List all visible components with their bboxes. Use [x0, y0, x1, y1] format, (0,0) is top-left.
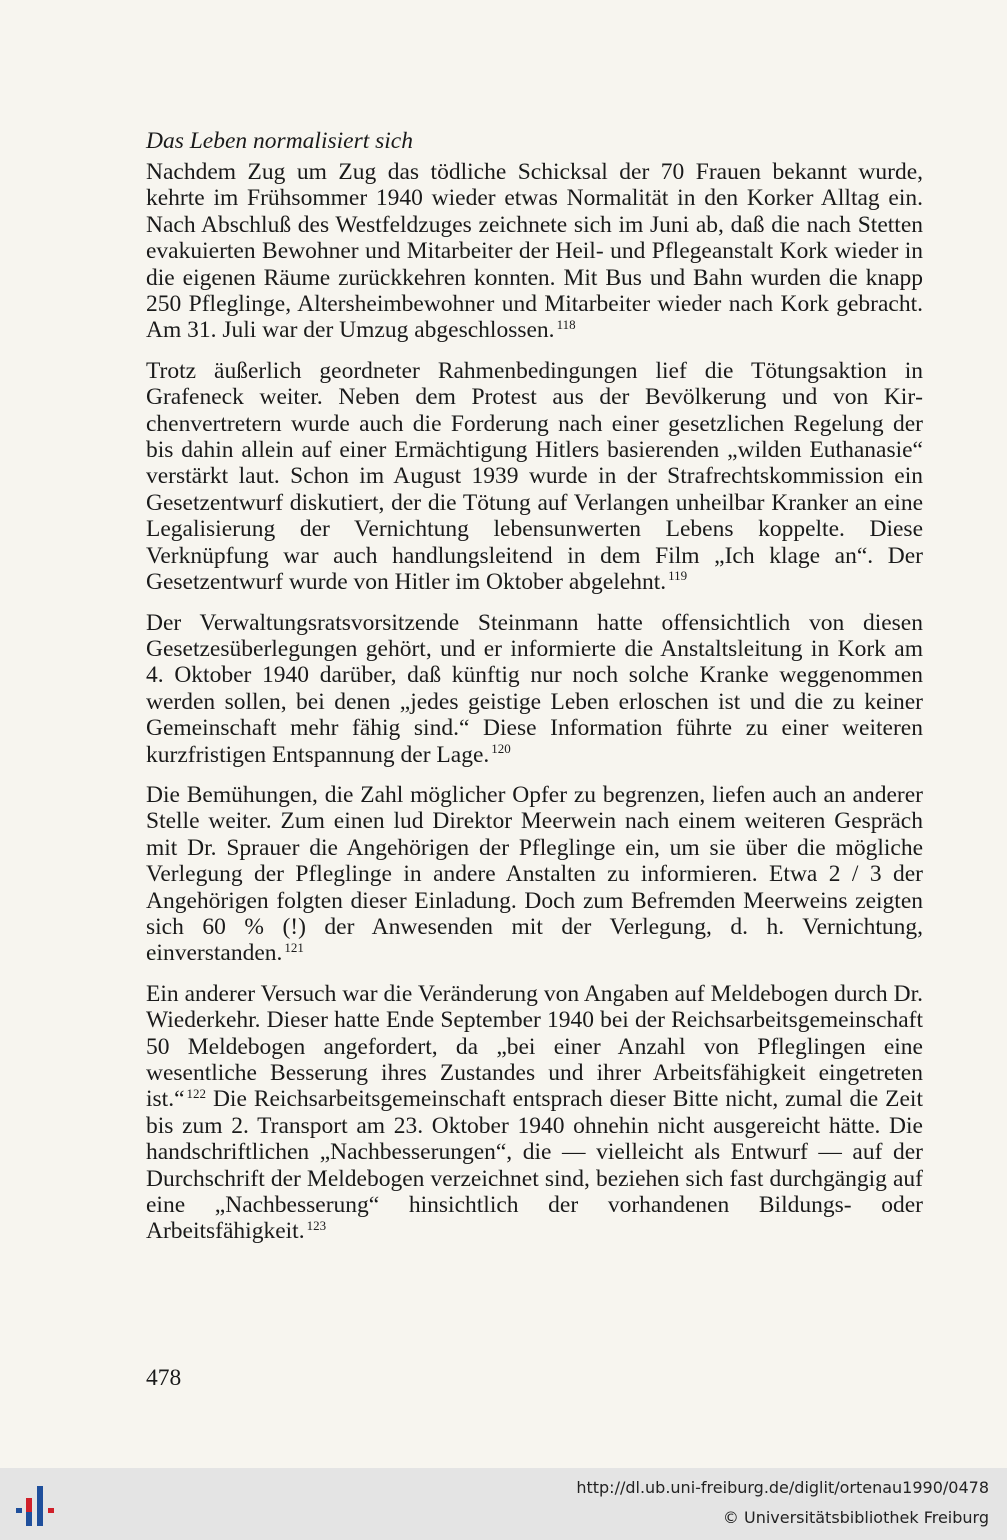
- ub-freiburg-logo-icon: [10, 1480, 64, 1532]
- footnote-ref: 119: [668, 568, 688, 584]
- paragraph: [146, 159, 923, 344]
- footnote-ref: 118: [556, 316, 576, 332]
- paragraph: [146, 782, 923, 967]
- paragraph-text: Die Bemühungen, die Zahl möglicher Opfer zu begrenzen, liefen auch an anderer Stelle weiter. Zum einen lud Direktor Meerwein nach einem weiteren Gespräch mit Dr. Sprauer die Angehörigen der Pfleglinge ein, um sie über die mögliche Verlegung der Pfleglinge in andere Anstalten zu informieren. Etwa 2 / 3 der Angehörigen folgten dieser Einladung. Doch zum Befremden Meerweins zeigten sich 60 % (!) der Anwesenden mit der Verlegung, d. h. Vernichtung, einverstanden.: [146, 781, 923, 967]
- footnote-ref: 121: [284, 939, 304, 955]
- page-number: 478: [146, 1365, 182, 1391]
- footer-copyright: © Universitätsbibliothek Freiburg: [722, 1508, 989, 1527]
- page-text-block: [146, 126, 923, 1259]
- paragraph-text: Trotz äußerlich geordneter Rahmenbedingungen lief die Tötungsaktion in Grafeneck weiter. Neben dem Protest aus der Bevölkerung und von Kirchenvertretern wurde auch die Forderung nach einer gesetzlichen Regelung der bis dahin allein auf einer Ermächtigung Hitlers basierenden „wilden Euthanasie“ verstärkt laut. Schon im August 1939 wurde in der Strafrechtskommission ein Gesetzentwurf diskutiert, der die Tötung auf Verlangen unheilbar Kranker an eine Legalisierung der Vernichtung lebensunwerten Lebens koppelte. Diese Verknüpfung war auch handlungsleitend in dem Film „Ich klage an“. Der Gesetzentwurf wurde von Hitler im Oktober abgelehnt.: [146, 357, 923, 596]
- footnote-ref: 120: [491, 740, 511, 756]
- footer-url-link[interactable]: http://dl.ub.uni-freiburg.de/diglit/ortenau1990/0478: [576, 1478, 989, 1497]
- footnote-ref: 123: [306, 1217, 327, 1233]
- paragraph-text: Nachdem Zug um Zug das tödliche Schicksal der 70 Frauen bekannt wurde, kehrte im Frühsommer 1940 wieder etwas Normalität in den Korker Alltag ein. Nach Abschluß des Westfeldzuges zeichnete sich im Juni ab, daß die nach Stetten evakuierten Bewohner und Mitarbeiter der Heil- und Pflegeanstalt Kork wieder in die eigenen Räume zurückkehren konnten. Mit Bus und Bahn wurden die knapp 250 Pfleglinge, Altersheimbewohner und Mitarbeiter wieder nach Kork gebracht. Am 31. Juli war der Umzug abgeschlossen.: [146, 159, 923, 344]
- paragraph-text: Die Reichsarbeitsgemeinschaft entsprach dieser Bitte nicht, zumal die Zeit bis zum 2. Transport am 23. Oktober 1940 ohnehin nicht ausgereicht hätte. Die handschriftlichen „Nachbesserungen“, die — vielleicht als Entwurf — auf der Durchschrift der Meldebogen verzeichnet sind, beziehen sich fast durchgängig auf eine „Nachbesserung“ hinsichtlich der vorhandenen Bildungs- oder Arbeitsfähigkeit.: [146, 1086, 923, 1245]
- paragraph: [146, 358, 923, 596]
- footer-bar: [0, 1468, 1007, 1540]
- footnote-ref: 122: [186, 1085, 207, 1101]
- paragraph-text: Ein anderer Versuch war die Veränderung von Angaben auf Meldebogen durch Dr. Wiederkehr. Dieser hatte Ende September 1940 bei der Reichsarbeitsgemeinschaft 50 Meldebogen angefordert, da „bei einer Anzahl von Pfleglingen eine wesentliche Besserung ihres Zustandes und ihrer Arbeitsfähigkeit eingetreten ist.“: [146, 980, 923, 1113]
- paragraph-text: Der Verwaltungsratsvorsitzende Steinmann hatte offensichtlich von diesen Gesetzesüberlegungen gehört, und er informierte die Anstaltsleitung in Kork am 4. Oktober 1940 darüber, daß künftig nur noch solche Kranke weggenommen werden sollen, bei denen „jedes geistige Leben erloschen ist und die zu keiner Gemeinschaft mehr fähig sind.“ Diese Information führte zu einer weiteren kurzfristigen Entspannung der Lage.: [146, 609, 923, 768]
- paragraph: [146, 610, 923, 768]
- section-heading: Das Leben normalisiert sich: [146, 128, 413, 154]
- paragraph: [146, 981, 923, 1245]
